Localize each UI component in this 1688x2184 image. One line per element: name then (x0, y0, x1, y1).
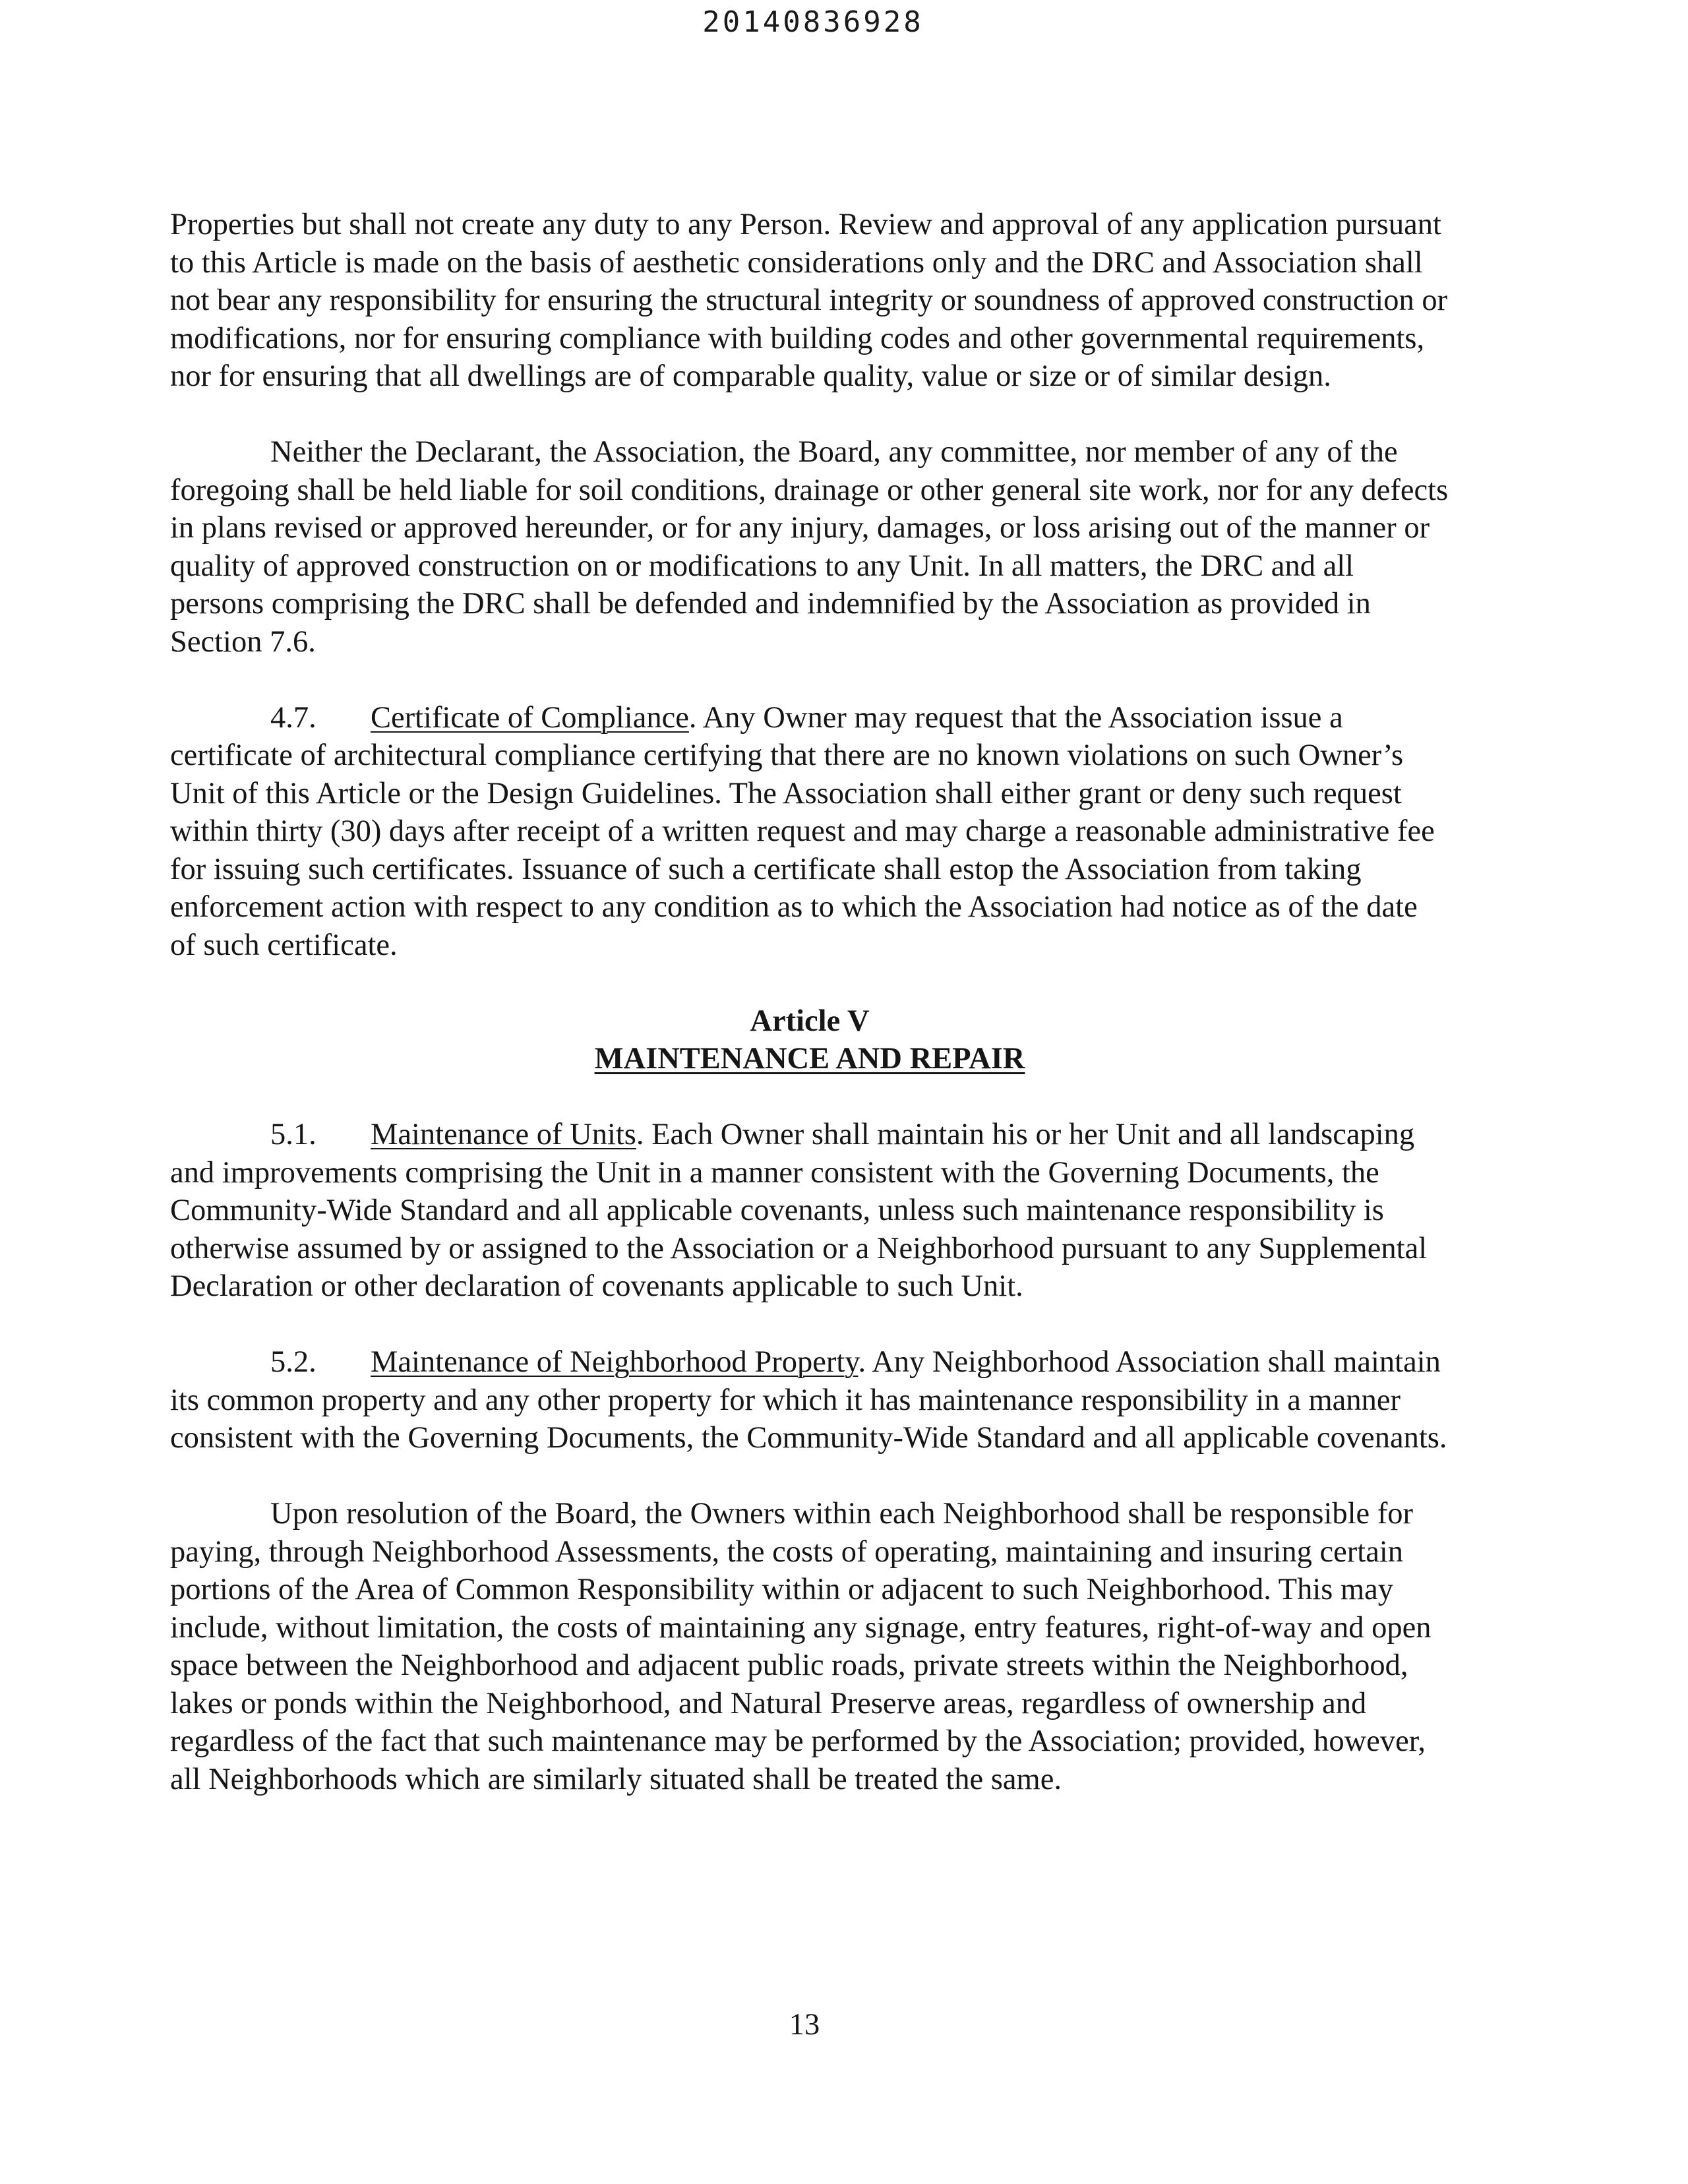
article-label: Article V (750, 1004, 870, 1038)
section-5-2 (170, 1343, 1449, 1457)
document-recording-number: 20140836928 (702, 5, 924, 39)
page-body (170, 206, 1449, 1836)
section-title: Maintenance of Neighborhood Property (371, 1345, 859, 1379)
article-heading (170, 1002, 1449, 1078)
section-number: 5.2. (270, 1345, 316, 1379)
section-5-1 (170, 1116, 1449, 1306)
section-4-7 (170, 699, 1449, 965)
section-body: . Any Owner may request that the Association issue a certificate of architectural compliance certifying that there are no known violations on such Owner’s Unit of this Article or the Design Guidelines. The Association shall either grant or deny such request within thirty (30) days after receipt of a written request and may charge a reasonable administrative fee for issuing such certificates. Issuance of such a certificate shall estop the Association from taking enforcement action with respect to any condition as to which the Association had notice as of the date of such certificate. (170, 700, 1435, 962)
section-title: Maintenance of Units (371, 1118, 636, 1151)
section-title: Certificate of Compliance (371, 700, 689, 735)
paragraph-liability-disclaimer: Neither the Declarant, the Association, the Board, any committee, nor member of any of the foregoing shall be held liable for soil conditions, drainage or other general site work, nor for any defects in plans revised or approved hereunder, or for any injury, damages, or loss arising out of the manner or quality of approved construction on or modifications to any Unit. In all matters, the DRC and all persons comprising the DRC shall be defended and indemnified by the Association as provided in Section 7.6. (170, 435, 1449, 659)
section-number: 4.7. (270, 700, 316, 735)
section-body: . Any Neighborhood Association shall maintain its common property and any other property for which it has maintenance responsibility in a manner consistent with the Governing Documents, the Community-Wide Standard and all applicable covenants. (170, 1345, 1447, 1455)
paragraph-properties-review: Properties but shall not create any duty to any Person. Review and approval of any application pursuant to this Article is made on the basis of aesthetic considerations only and the DRC and Association shall not bear any responsibility for ensuring the structural integrity or soundness of approved construction or modifications, nor for ensuring compliance with building codes and other governmental requirements, nor for ensuring that all dwellings are of comparable quality, value or size or of similar design. (170, 208, 1448, 393)
article-title: MAINTENANCE AND REPAIR (594, 1042, 1025, 1076)
section-body: . Each Owner shall maintain his or her Unit and all landscaping and improvements comprising the Unit in a manner consistent with the Governing Documents, the Community-Wide Standard and all applicable covenants, unless such maintenance responsibility is otherwise assumed by or assigned to the Association or a Neighborhood pursuant to any Supplemental Declaration or other declaration of covenants applicable to such Unit. (170, 1118, 1428, 1303)
page-number: 13 (789, 2008, 820, 2042)
section-number: 5.1. (270, 1118, 316, 1151)
paragraph-neighborhood-assessments: Upon resolution of the Board, the Owners within each Neighborhood shall be responsible for paying, through Neighborhood Assessments, the costs of operating, maintaining and insuring certain portions of the Area of Common Responsibility within or adjacent to such Neighborhood. This may include, without limitation, the costs of maintaining any signage, entry features, right-of-way and open space between the Neighborhood and adjacent public roads, private streets within the Neighborhood, lakes or ponds within the Neighborhood, and Natural Preserve areas, regardless of ownership and regardless of the fact that such maintenance may be performed by the Association; provided, however, all Neighborhoods which are similarly situated shall be treated the same. (170, 1497, 1432, 1796)
